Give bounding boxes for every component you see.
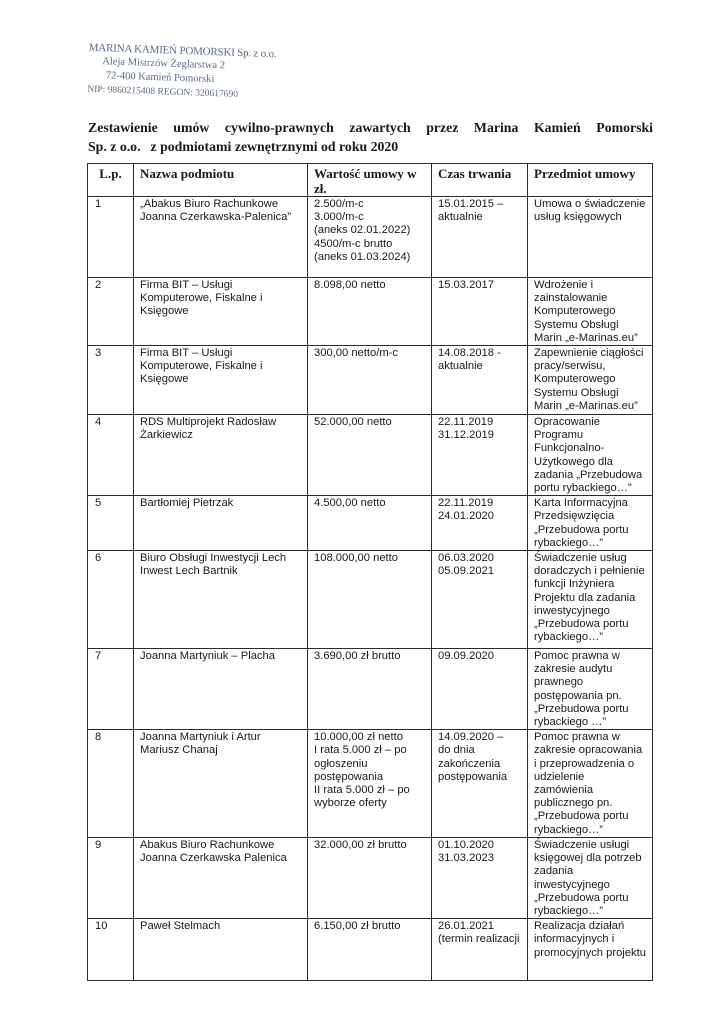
table-row (88, 278, 653, 346)
value-line: 3.000/m-c (314, 211, 364, 224)
cell-subject: Karta Informacyjna Przedsięwzięcia „Przebudowa portu rybackiego…” (528, 496, 653, 551)
table-row (88, 837, 653, 918)
stamp-ids: NIP: 9860215408 REGON: 320617690 (87, 84, 239, 100)
time-line: 01.10.2020 (438, 838, 494, 851)
document-title (88, 118, 653, 156)
cell-value (308, 496, 432, 551)
value-line: 52.000,00 netto (314, 416, 392, 429)
cell-name: Biuro Obsługi Inwestycji Lech Inwest Lech Bartnik (134, 551, 308, 649)
cell-name: Abakus Biuro Rachunkowe Joanna Czerkawska Palenica (134, 837, 308, 918)
cell-value (308, 278, 432, 346)
title-line-1: Zestawienie umów cywilno-prawnych zawartych przez Marina Kamień Pomorski (88, 120, 653, 135)
cell-time (432, 278, 528, 346)
value-line: (aneks 01.03.2024) (314, 250, 411, 263)
stamp-company-name: MARINA KAMIEŃ POMORSKI Sp. z o.o. (88, 41, 277, 61)
table-row (88, 551, 653, 649)
value-line: 32.000,00 zł brutto (314, 838, 407, 851)
time-line: 24.01.2020 (438, 510, 494, 523)
cell-time (432, 649, 528, 730)
header-lp: L.p. (88, 164, 134, 197)
value-line: 4500/m-c brutto (314, 237, 393, 250)
cell-subject: Umowa o świadczenie usług księgowych (528, 197, 653, 278)
cell-time (432, 730, 528, 838)
cell-name: Joanna Martyniuk i Artur Mariusz Chanaj (134, 730, 308, 838)
cell-time (432, 551, 528, 649)
table-row (88, 496, 653, 551)
title-subject: z podmiotami zewnętrznymi od roku 2020 (150, 139, 399, 154)
cell-lp: 3 (88, 346, 134, 415)
time-line: 31.03.2023 (438, 852, 494, 865)
cell-time (432, 919, 528, 981)
table-row (88, 346, 653, 415)
cell-value (308, 649, 432, 730)
title-line-2 (88, 137, 653, 156)
cell-time (432, 496, 528, 551)
cell-value (308, 415, 432, 496)
value-line: 6.150,00 zł brutto (314, 920, 401, 933)
cell-lp: 1 (88, 197, 134, 278)
cell-name: RDS Multiprojekt Radosław Żarkiewicz (134, 415, 308, 496)
contracts-table (87, 163, 653, 981)
cell-lp: 6 (88, 551, 134, 649)
value-line: 8.098,00 netto (314, 279, 386, 291)
time-line: 09.09.2020 (438, 650, 494, 663)
cell-time (432, 415, 528, 496)
cell-lp: 10 (88, 919, 134, 981)
time-line: 14.08.2018 - (438, 347, 501, 360)
value-line: 2.500/m-c (314, 198, 364, 210)
cell-name: Bartłomiej Pietrzak (134, 496, 308, 551)
stamp-street: Aleja Mistrzów Żeglarstwa 2 (102, 56, 226, 72)
cell-value (308, 919, 432, 981)
cell-subject: Zapewnienie ciągłości pracy/serwisu, Komputerowego Systemu Obsługi Marin „e-Marinas.eu” (528, 346, 653, 415)
cell-subject: Wdrożenie i zainstalowanie Komputerowego Systemu Obsługi Marin „e-Marinas.eu” (528, 278, 653, 346)
time-line: 14.09.2020 – (438, 731, 504, 744)
time-line: 22.11.2019 (438, 497, 494, 510)
cell-subject: Pomoc prawna w zakresie audytu prawnego postępowania pn. „Przebudowa portu rybackiego …” (528, 649, 653, 730)
time-line: 15.01.2015 – (438, 198, 504, 210)
value-line: 4.500,00 netto (314, 497, 386, 510)
time-line: 22.11.2019 (438, 416, 494, 429)
value-line: I rata 5.000 zł – po ogłoszeniu postępowania (314, 744, 407, 783)
cell-name: Firma BIT – Usługi Komputerowe, Fiskalne i Księgowe (134, 346, 308, 415)
cell-lp: 9 (88, 837, 134, 918)
header-value: Wartość umowy w zł. (308, 164, 432, 197)
cell-time (432, 346, 528, 415)
table-row (88, 919, 653, 981)
table-row (88, 197, 653, 278)
cell-subject: Realizacja działań informacyjnych i promocyjnych projektu (528, 919, 653, 981)
table-header-row (88, 164, 653, 197)
time-line: 06.03.2020 (438, 552, 494, 565)
stamp-city: 72-400 Kamień Pomorski (105, 70, 215, 86)
table-row (88, 415, 653, 496)
cell-lp: 8 (88, 730, 134, 838)
cell-time (432, 197, 528, 278)
table-row (88, 649, 653, 730)
cell-subject: Świadczenie usług doradczych i pełnienie funkcji Inżyniera Projektu dla zadania inwestycyjnego „Przebudowa portu rybackiego…” (528, 551, 653, 649)
value-line: 3.690,00 zł brutto (314, 650, 401, 663)
time-line: 26.01.2021 (438, 920, 494, 933)
value-line: 108.000,00 netto (314, 552, 398, 565)
cell-subject: Pomoc prawna w zakresie opracowania i przeprowadzenia o udzielenie zamówienia publicznego pn. „Przebudowa portu rybackiego…” (528, 730, 653, 838)
time-line: aktualnie (438, 211, 483, 224)
company-stamp (87, 41, 279, 104)
time-line: (termin realizacji (438, 933, 520, 946)
cell-time (432, 837, 528, 918)
time-line: 05.09.2021 (438, 565, 494, 578)
cell-value (308, 551, 432, 649)
time-line: 15.03.2017 (438, 279, 494, 291)
header-name: Nazwa podmiotu (134, 164, 308, 197)
cell-subject: Świadczenie usługi księgowej dla potrzeb zadania inwestycyjnego „Przebudowa portu rybackiego…” (528, 837, 653, 918)
cell-name: Joanna Martyniuk – Placha (134, 649, 308, 730)
table-row (88, 730, 653, 838)
time-line: aktualnie (438, 360, 483, 373)
value-line: II rata 5.000 zł – po wyborze oferty (314, 784, 410, 810)
cell-name: „Abakus Biuro Rachunkowe Joanna Czerkawska-Palenica” (134, 197, 308, 278)
header-subject: Przedmiot umowy (528, 164, 653, 197)
cell-lp: 5 (88, 496, 134, 551)
value-line: 10.000,00 zł netto (314, 731, 403, 744)
value-line: (aneks 02.01.2022) (314, 224, 411, 237)
cell-name: Firma BIT – Usługi Komputerowe, Fiskalne i Księgowe (134, 278, 308, 346)
cell-lp: 2 (88, 278, 134, 346)
cell-lp: 7 (88, 649, 134, 730)
cell-value (308, 730, 432, 838)
header-time: Czas trwania (432, 164, 528, 197)
cell-value (308, 837, 432, 918)
time-line: 31.12.2019 (438, 429, 494, 442)
cell-name: Paweł Stelmach (134, 919, 308, 981)
title-company-suffix: Sp. z o.o. (88, 139, 141, 154)
cell-subject: Opracowanie Programu Funkcjonalno-Użytkowego dla zadania „Przebudowa portu rybackiego…” (528, 415, 653, 496)
cell-value (308, 346, 432, 415)
cell-lp: 4 (88, 415, 134, 496)
table-body (88, 197, 653, 981)
time-line: do dnia zakończenia postępowania (438, 744, 508, 783)
cell-value (308, 197, 432, 278)
value-line: 300,00 netto/m-c (314, 347, 398, 360)
